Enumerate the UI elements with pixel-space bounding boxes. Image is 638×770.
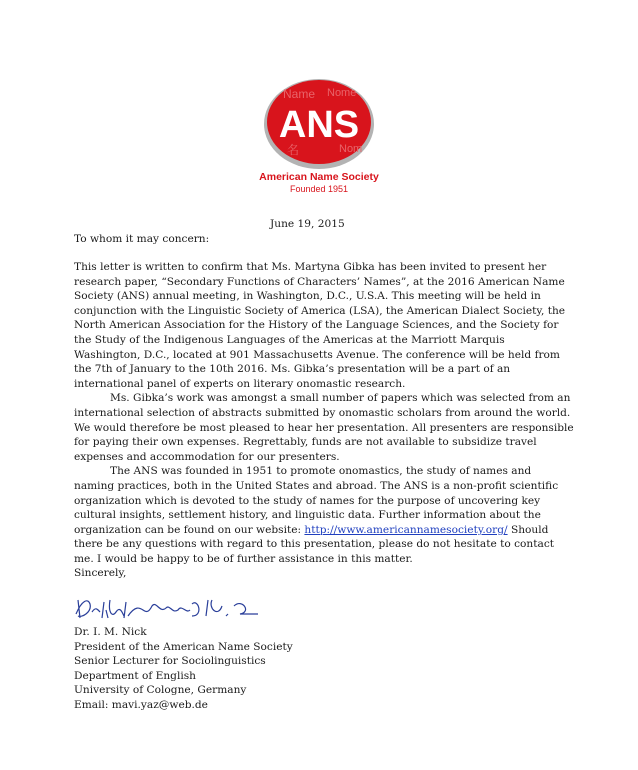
signer-university: University of Cologne, Germany (74, 684, 247, 697)
paragraph-2: Ms. Gibka’s work was amongst a small number of papers which was selected from an international selection of abstracts submitted by onomastic scholars from around the world. We would therefore be most pleased to hear her presentation. All presenters are responsible for paying their own expenses. Regrettably, funds are not available to subsidize travel expenses and accommodation for our presenters. (74, 392, 574, 463)
logo-bg-word: Name (283, 87, 316, 101)
website-link[interactable]: http://www.americannamesociety.org/ (304, 523, 508, 536)
signer-department: Department of English (74, 669, 196, 682)
signer-email: Email: mavi.yaz@web.de (74, 698, 208, 711)
logo-bg-word: Nome (327, 87, 357, 99)
letter-body (74, 260, 574, 566)
paragraph-3-text-end: Should there be any questions with regard to this presentation, please do not hesitate to contact me. I would be happy to be of further assistance in this matter. (74, 523, 555, 565)
signature-graphic (72, 592, 262, 624)
logo-bg-word: Nom (339, 143, 363, 155)
paragraph-3 (74, 464, 574, 566)
logo-abbr: ANS (278, 104, 360, 146)
signer-name: Dr. I. M. Nick (74, 626, 147, 638)
closing: Sincerely, (74, 567, 127, 579)
paragraph-3-text: The ANS was founded in 1951 to promote onomastics, the study of names and naming practices, both in the United States and abroad. The ANS is a non-profit scientific organization which is devoted to the study of names for the purpose of uncovering key cultural insights, settlement history, and linguistic data. Further information about the organization can be found on our website: (74, 465, 559, 536)
ans-logo (0, 76, 638, 196)
ans-logo-graphic (219, 76, 419, 196)
logo-founded: Founded 1951 (289, 184, 349, 194)
handwritten-signature (72, 592, 262, 628)
signer-position: Senior Lecturer for Sociolinguistics (74, 655, 266, 668)
logo-bg-word: 名 (287, 143, 300, 157)
letter-date: June 19, 2015 (270, 218, 345, 230)
logo-name: American Name Society (259, 171, 379, 183)
signer-title: President of the American Name Society (74, 640, 293, 653)
signer-block (74, 625, 574, 713)
salutation: To whom it may concern: (74, 233, 210, 245)
paragraph-1: This letter is written to confirm that Ms. Martyna Gibka has been invited to present her research paper, “Secondary Functions of Characters’ Names”, at the 2016 American Name Society (ANS) annual meeting, in Washington, D.C., U.S.A. This meeting will be held in conjunction with the Linguistic Society of America (LSA), the American Dialect Society, the North American Association for the History of the Language Sciences, and the Society for the Study of the Indigenous Languages of the Americas at the Marriott Marquis Washington, D.C., located at 901 Massachusetts Avenue. The conference will be held from the 7th of January to the 10th 2016. Ms. Gibka’s presentation will be a part of an international panel of experts on literary onomastic research. (74, 261, 566, 390)
